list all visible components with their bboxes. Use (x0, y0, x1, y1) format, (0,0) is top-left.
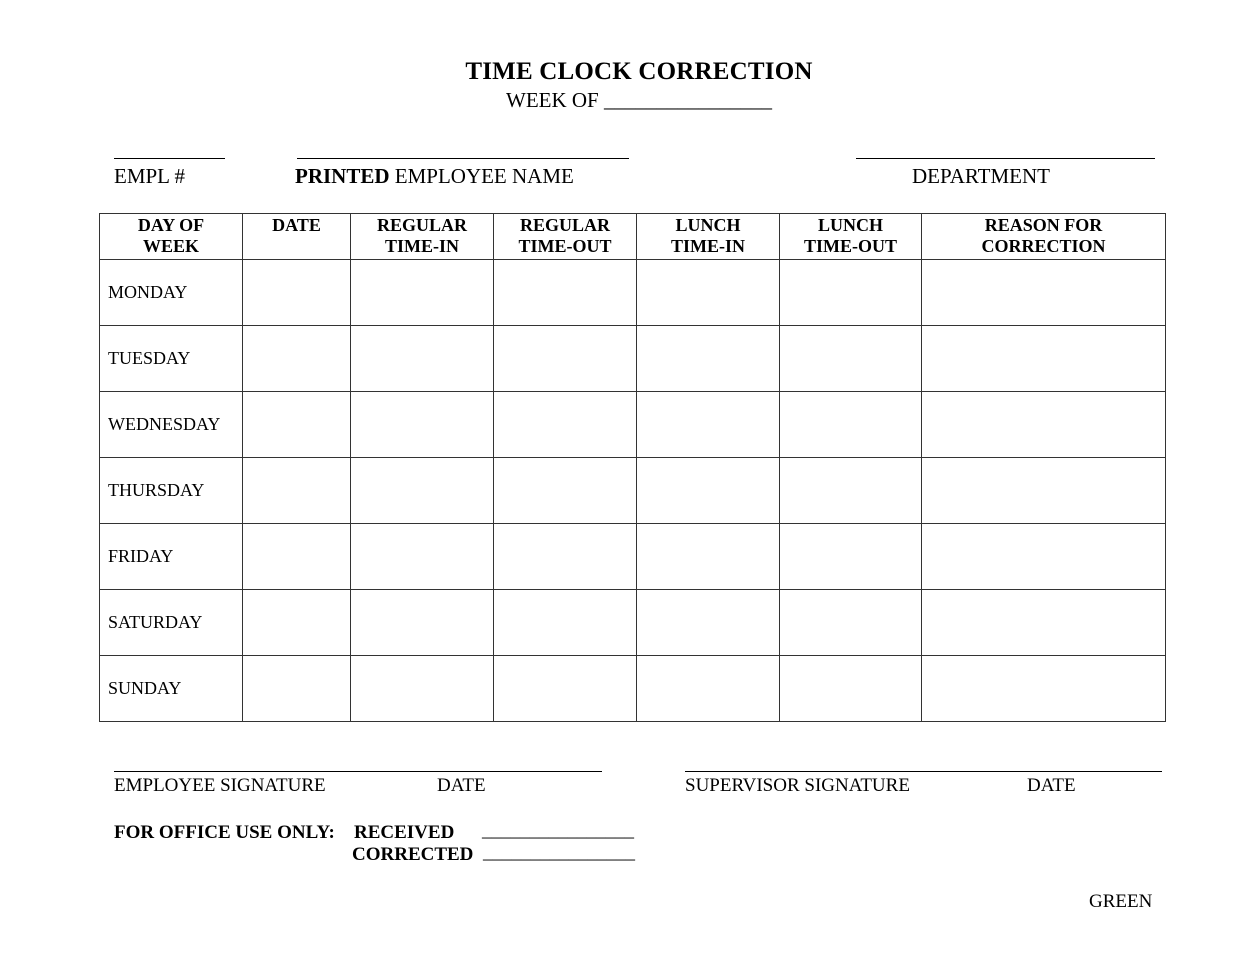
entry-cell[interactable] (243, 458, 351, 524)
column-header: LUNCH TIME-OUT (780, 214, 922, 260)
entry-cell[interactable] (637, 656, 780, 722)
entry-cell[interactable] (243, 524, 351, 590)
correction-table (99, 213, 1166, 722)
entry-cell[interactable] (351, 260, 494, 326)
entry-cell[interactable] (637, 392, 780, 458)
employee-signature-line[interactable] (114, 771, 602, 772)
entry-cell[interactable] (922, 326, 1166, 392)
entry-cell[interactable] (243, 656, 351, 722)
table-header-row (100, 214, 1166, 260)
table-row (100, 524, 1166, 590)
employee-name-label (295, 164, 574, 189)
entry-cell[interactable] (780, 260, 922, 326)
department-label: DEPARTMENT (912, 164, 1050, 188)
entry-cell[interactable] (494, 260, 637, 326)
entry-cell[interactable] (494, 590, 637, 656)
table-body (100, 260, 1166, 722)
empl-number-label: EMPL # (114, 164, 185, 188)
table-row (100, 656, 1166, 722)
table-row (100, 458, 1166, 524)
table-row (100, 326, 1166, 392)
copy-color-label: GREEN (1089, 891, 1153, 912)
day-cell: WEDNESDAY (100, 392, 243, 458)
column-header: DATE (243, 214, 351, 260)
supervisor-signature-label: SUPERVISOR SIGNATURE (685, 775, 910, 796)
entry-cell[interactable] (922, 656, 1166, 722)
table-row (100, 590, 1166, 656)
day-cell: THURSDAY (100, 458, 243, 524)
entry-cell[interactable] (780, 392, 922, 458)
empl-number-line[interactable] (114, 158, 225, 159)
entry-cell[interactable] (922, 392, 1166, 458)
entry-cell[interactable] (637, 590, 780, 656)
entry-cell[interactable] (780, 326, 922, 392)
entry-cell[interactable] (351, 458, 494, 524)
entry-cell[interactable] (780, 590, 922, 656)
entry-cell[interactable] (243, 590, 351, 656)
supervisor-signature-line[interactable] (685, 771, 1162, 772)
entry-cell[interactable] (494, 656, 637, 722)
entry-cell[interactable] (351, 392, 494, 458)
corrected-field[interactable]: ________________ (483, 842, 635, 863)
day-cell: SATURDAY (100, 590, 243, 656)
column-header: REGULAR TIME-OUT (494, 214, 637, 260)
entry-cell[interactable] (351, 590, 494, 656)
received-field[interactable]: ________________ (482, 820, 634, 841)
entry-cell[interactable] (922, 458, 1166, 524)
column-header: REASON FOR CORRECTION (922, 214, 1166, 260)
column-header: REGULAR TIME-IN (351, 214, 494, 260)
printed-word: PRINTED (295, 164, 390, 188)
employee-name-line[interactable] (297, 158, 629, 159)
entry-cell[interactable] (494, 524, 637, 590)
entry-cell[interactable] (922, 590, 1166, 656)
entry-cell[interactable] (780, 524, 922, 590)
entry-cell[interactable] (637, 458, 780, 524)
day-cell: SUNDAY (100, 656, 243, 722)
employee-signature-label: EMPLOYEE SIGNATURE (114, 775, 326, 796)
entry-cell[interactable] (922, 260, 1166, 326)
employee-name-text: EMPLOYEE NAME (389, 164, 574, 188)
corrected-label: CORRECTED (352, 844, 474, 865)
column-header: DAY OF WEEK (100, 214, 243, 260)
entry-cell[interactable] (780, 458, 922, 524)
day-cell: FRIDAY (100, 524, 243, 590)
entry-cell[interactable] (637, 524, 780, 590)
entry-cell[interactable] (494, 326, 637, 392)
supervisor-date-label: DATE (1027, 775, 1076, 796)
employee-date-label: DATE (437, 775, 486, 796)
entry-cell[interactable] (922, 524, 1166, 590)
entry-cell[interactable] (351, 656, 494, 722)
column-header: LUNCH TIME-IN (637, 214, 780, 260)
entry-cell[interactable] (243, 326, 351, 392)
day-cell: TUESDAY (100, 326, 243, 392)
entry-cell[interactable] (351, 524, 494, 590)
received-label: RECEIVED (354, 822, 455, 843)
office-use-label: FOR OFFICE USE ONLY: (114, 822, 335, 843)
table-row (100, 260, 1166, 326)
entry-cell[interactable] (494, 458, 637, 524)
department-line[interactable] (856, 158, 1155, 159)
table-row (100, 392, 1166, 458)
entry-cell[interactable] (351, 326, 494, 392)
entry-cell[interactable] (494, 392, 637, 458)
entry-cell[interactable] (637, 260, 780, 326)
entry-cell[interactable] (780, 656, 922, 722)
day-cell: MONDAY (100, 260, 243, 326)
entry-cell[interactable] (243, 260, 351, 326)
week-of-field[interactable]: WEEK OF ________________ (506, 88, 772, 112)
entry-cell[interactable] (243, 392, 351, 458)
form-title: TIME CLOCK CORRECTION (465, 58, 813, 85)
entry-cell[interactable] (637, 326, 780, 392)
